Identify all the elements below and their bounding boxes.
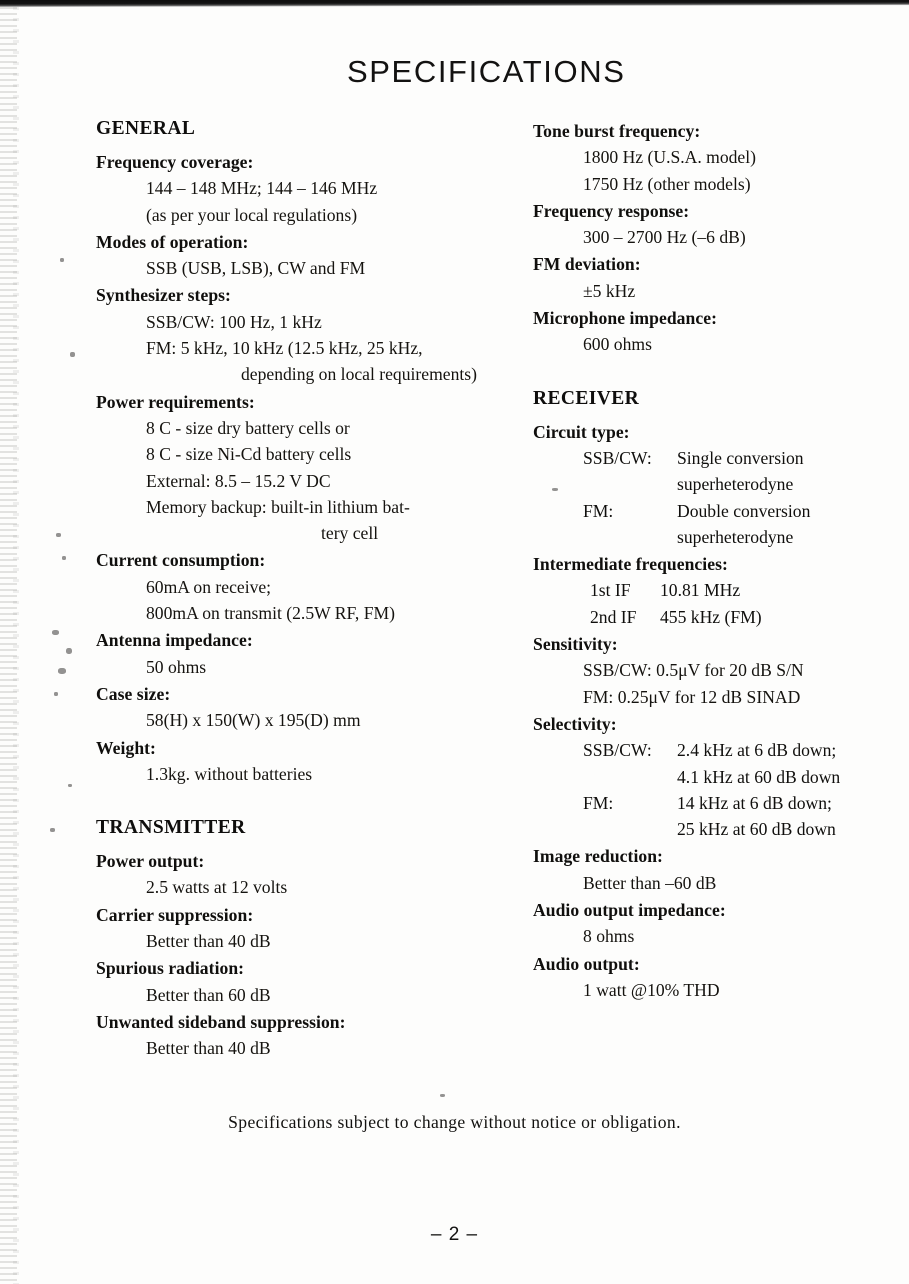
spec-value: 1800 Hz (U.S.A. model)	[583, 147, 756, 168]
subrow-key	[583, 816, 677, 842]
spec-sensitivity	[533, 631, 893, 710]
disclaimer-note: Specifications subject to change without notice or obligation.	[228, 1112, 681, 1132]
spec-value: 144 – 148 MHz; 144 – 146 MHz	[146, 178, 378, 199]
spec-label: Audio output:	[533, 953, 640, 974]
spec-value: (as per your local regulations)	[146, 204, 358, 225]
spec-label: Power requirements:	[96, 391, 255, 412]
spec-spurious-radiation	[96, 955, 516, 1008]
spec-value: Better than 40 dB	[146, 931, 271, 952]
spec-label: Spurious radiation:	[96, 958, 245, 979]
spec-label: Carrier suppression:	[96, 904, 254, 925]
right-column	[533, 118, 893, 1004]
subrow-value: 4.1 kHz at 60 dB down	[677, 766, 841, 787]
subrow-value: 455 kHz (FM)	[660, 606, 762, 627]
subrow-key: FM:	[583, 792, 614, 813]
spec-value: 1 watt @10% THD	[583, 979, 720, 1000]
spec-subrow	[533, 524, 893, 550]
spec-value: SSB (USB, LSB), CW and FM	[146, 258, 366, 279]
scan-speck	[440, 1094, 445, 1097]
spec-value: FM: 5 kHz, 10 kHz (12.5 kHz, 25 kHz,	[146, 338, 423, 359]
scan-speck	[52, 630, 59, 635]
spec-image-reduction	[533, 843, 893, 896]
page-title: SPECIFICATIONS	[347, 54, 626, 89]
spec-synthesizer-steps	[96, 282, 516, 387]
spec-value: 2.5 watts at 12 volts	[146, 877, 288, 898]
subrow-value: Double conversion	[677, 500, 811, 521]
spec-subrow	[533, 471, 893, 497]
spec-value: 1.3kg. without batteries	[146, 763, 313, 784]
subrow-key: FM:	[583, 500, 614, 521]
spec-value: depending on local requirements)	[241, 364, 477, 385]
spec-audio-output-impedance	[533, 897, 893, 950]
subrow-key: SSB/CW:	[583, 447, 652, 468]
spec-label: Image reduction:	[533, 846, 663, 867]
spec-label: Antenna impedance:	[96, 630, 253, 651]
spec-label: Frequency coverage:	[96, 152, 254, 172]
spec-intermediate-frequencies	[533, 551, 893, 630]
spec-value: FM: 0.25μV for 12 dB SINAD	[583, 686, 801, 707]
spec-circuit-type	[533, 419, 893, 550]
subrow-key: 1st IF	[590, 580, 631, 601]
spec-value: SSB/CW: 100 Hz, 1 kHz	[146, 311, 322, 332]
spec-label: Power output:	[96, 851, 205, 872]
spec-value: 60mA on receive;	[146, 576, 272, 597]
section-heading-receiver: RECEIVER	[533, 387, 640, 409]
subrow-key: 2nd IF	[590, 606, 637, 627]
subrow-value: 25 kHz at 60 dB down	[677, 819, 836, 840]
spec-value: ±5 kHz	[583, 280, 636, 301]
spec-value: Better than 60 dB	[146, 984, 271, 1005]
spec-subrow	[533, 816, 893, 842]
section-heading-general: GENERAL	[96, 118, 196, 139]
scan-speck	[70, 352, 75, 357]
page-number: – 2 –	[430, 1224, 479, 1245]
spec-label: Microphone impedance:	[533, 308, 717, 329]
spec-subrow	[533, 790, 893, 816]
spec-label: Case size:	[96, 683, 171, 704]
spec-fm-deviation	[533, 251, 893, 304]
spec-label: Audio output impedance:	[533, 900, 726, 921]
spec-value: 600 ohms	[583, 334, 652, 355]
spec-value: Memory backup: built-in lithium bat-	[146, 496, 410, 517]
spec-subrow	[533, 577, 893, 603]
subrow-value: 14 kHz at 6 dB down;	[677, 792, 832, 813]
spec-value: 8 ohms	[583, 926, 635, 947]
subrow-value: superheterodyne	[677, 526, 794, 547]
spec-label: Tone burst frequency:	[533, 121, 701, 141]
spec-value: 1750 Hz (other models)	[583, 173, 751, 194]
spec-value: 300 – 2700 Hz (–6 dB)	[583, 227, 746, 248]
scan-left-edge-artifact-secondary	[13, 7, 19, 1284]
scan-speck	[60, 258, 64, 262]
spec-label: Modes of operation:	[96, 231, 249, 252]
spec-microphone-impedance	[533, 305, 893, 358]
scan-speck	[68, 784, 72, 787]
spec-value: Better than –60 dB	[583, 872, 717, 893]
scan-speck	[54, 692, 58, 696]
spec-subrow	[533, 764, 893, 790]
spec-antenna-impedance	[96, 627, 516, 680]
spec-label: FM deviation:	[533, 254, 641, 275]
spec-value: 50 ohms	[146, 656, 207, 677]
spec-frequency-coverage	[96, 149, 516, 228]
subrow-key: SSB/CW:	[583, 740, 652, 761]
section-heading-transmitter: TRANSMITTER	[96, 817, 246, 839]
spec-value: tery cell	[321, 523, 379, 544]
spec-label: Current consumption:	[96, 550, 266, 571]
spec-value: SSB/CW: 0.5μV for 20 dB S/N	[583, 660, 804, 681]
subrow-key	[583, 524, 677, 550]
spec-subrow	[533, 737, 893, 763]
scan-speck	[58, 668, 66, 674]
spec-frequency-response	[533, 198, 893, 251]
scan-top-edge-artifact	[0, 0, 909, 7]
spec-value: External: 8.5 – 15.2 V DC	[146, 470, 331, 491]
spec-value: 800mA on transmit (2.5W RF, FM)	[146, 603, 395, 624]
scan-speck	[50, 828, 55, 832]
subrow-key	[583, 764, 677, 790]
spec-tone-burst-frequency	[533, 118, 893, 197]
spec-subrow	[533, 445, 893, 471]
left-column	[96, 118, 516, 1063]
spec-label: Sensitivity:	[533, 634, 618, 655]
spec-power-output	[96, 848, 516, 901]
spec-label: Weight:	[96, 737, 156, 758]
spec-label: Selectivity:	[533, 713, 617, 734]
spec-weight	[96, 735, 516, 788]
spec-audio-output	[533, 951, 893, 1004]
spec-label: Intermediate frequencies:	[533, 554, 728, 575]
spec-modes-of-operation	[96, 229, 516, 282]
spec-label: Unwanted sideband suppression:	[96, 1011, 346, 1032]
scan-speck	[62, 556, 66, 560]
spec-label: Synthesizer steps:	[96, 285, 231, 306]
spec-unwanted-sideband-suppression	[96, 1009, 516, 1062]
spec-subrow	[533, 604, 893, 630]
subrow-value: superheterodyne	[677, 474, 794, 495]
scan-speck	[66, 648, 72, 654]
spec-label: Frequency response:	[533, 200, 690, 221]
spec-current-consumption	[96, 547, 516, 626]
spec-label: Circuit type:	[533, 421, 630, 442]
spec-subrow	[533, 498, 893, 524]
spec-value: 58(H) x 150(W) x 195(D) mm	[146, 710, 361, 731]
spec-selectivity	[533, 711, 893, 842]
subrow-value: Single conversion	[677, 447, 804, 468]
subrow-value: 10.81 MHz	[660, 580, 741, 601]
spec-power-requirements	[96, 389, 516, 547]
spec-value: 8 C - size Ni-Cd battery cells	[146, 444, 352, 465]
spec-value: Better than 40 dB	[146, 1038, 271, 1059]
spec-value: 8 C - size dry battery cells or	[146, 417, 350, 438]
subrow-value: 2.4 kHz at 6 dB down;	[677, 740, 837, 761]
spec-case-size	[96, 681, 516, 734]
scan-speck	[56, 533, 61, 537]
spec-carrier-suppression	[96, 902, 516, 955]
subrow-key	[583, 471, 677, 497]
